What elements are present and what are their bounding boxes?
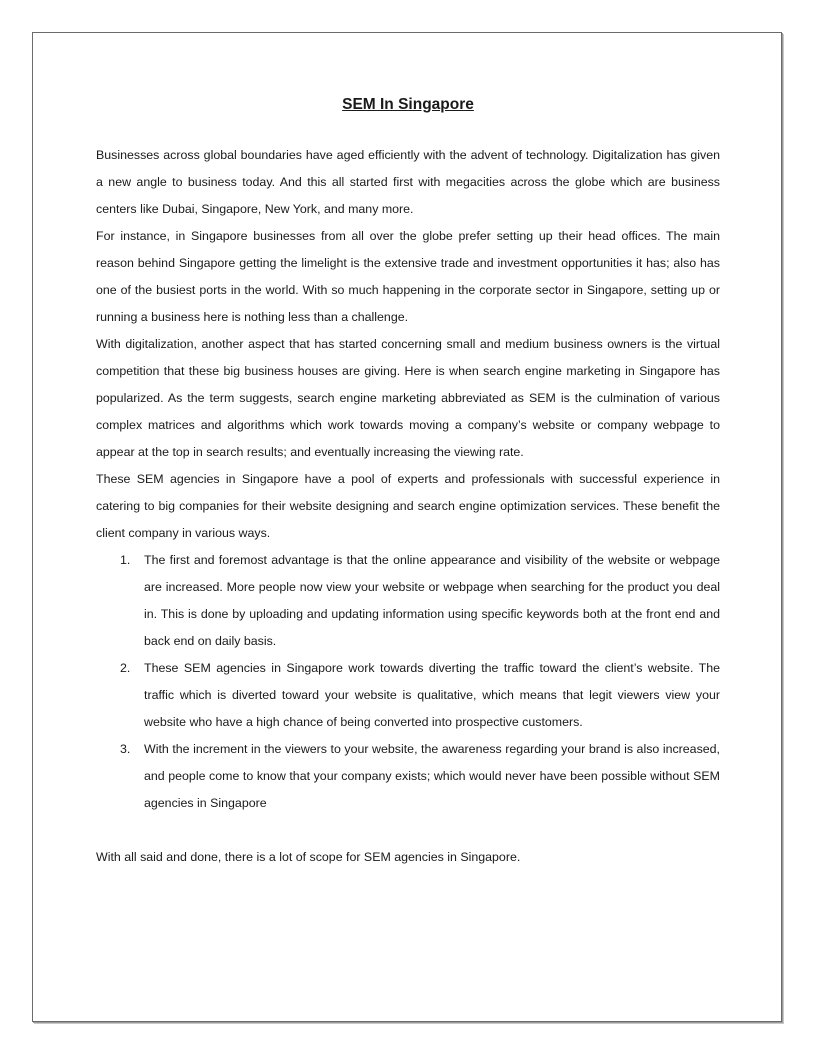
paragraph-singapore: For instance, in Singapore businesses from all over the globe prefer setting up their head offices. The main reason behind Singapore getting the limelight is the extensive trade and investment opportunities it has; also has one of the busiest ports in the world. With so much happening in the corporate sector in Singapore, setting up or running a business here is nothing less than a challenge. [96, 229, 720, 324]
document-body [96, 94, 720, 871]
list-number: 2. [120, 661, 131, 675]
paragraph-intro: Businesses across global boundaries have aged efficiently with the advent of technology. Digitalization has given a new angle to business today. And this all started first with megacities across the globe which are business centers like Dubai, Singapore, New York, and many more. [96, 148, 720, 216]
list-item [96, 547, 720, 655]
benefits-list [96, 547, 720, 817]
list-item-text: These SEM agencies in Singapore work towards diverting the traffic toward the client’s website. The traffic which is diverted toward your website is qualitative, which means that legit viewers view your website who have a high chance of being converted into prospective customers. [144, 661, 720, 729]
list-number: 1. [120, 553, 131, 567]
closing-paragraph: With all said and done, there is a lot of scope for SEM agencies in Singapore. [96, 850, 521, 864]
list-number: 3. [120, 742, 131, 756]
list-item-text: The first and foremost advantage is that the online appearance and visibility of the website or webpage are increased. More people now view your website or webpage when searching for the product you deal in. This is done by uploading and updating information using specific keywords both at the front end and back end on daily basis. [144, 553, 720, 648]
paragraph-digitalization: With digitalization, another aspect that has started concerning small and medium business owners is the virtual competition that these big business houses are giving. Here is when search engine marketing in Singapore has popularized. As the term suggests, search engine marketing abbreviated as SEM is the culmination of various complex matrices and algorithms which work towards moving a company’s website or company webpage to appear at the top in search results; and eventually increasing the viewing rate. [96, 337, 720, 459]
list-item [96, 736, 720, 817]
list-item-text: With the increment in the viewers to your website, the awareness regarding your brand is also increased, and people come to know that your company exists; which would never have been possible without SEM agencies in Singapore [144, 742, 720, 810]
document-title: SEM In Singapore [342, 96, 474, 113]
paragraph-agencies: These SEM agencies in Singapore have a pool of experts and professionals with successful experience in catering to big companies for their website designing and search engine optimization services. These benefit the client company in various ways. [96, 472, 720, 540]
list-item [96, 655, 720, 736]
